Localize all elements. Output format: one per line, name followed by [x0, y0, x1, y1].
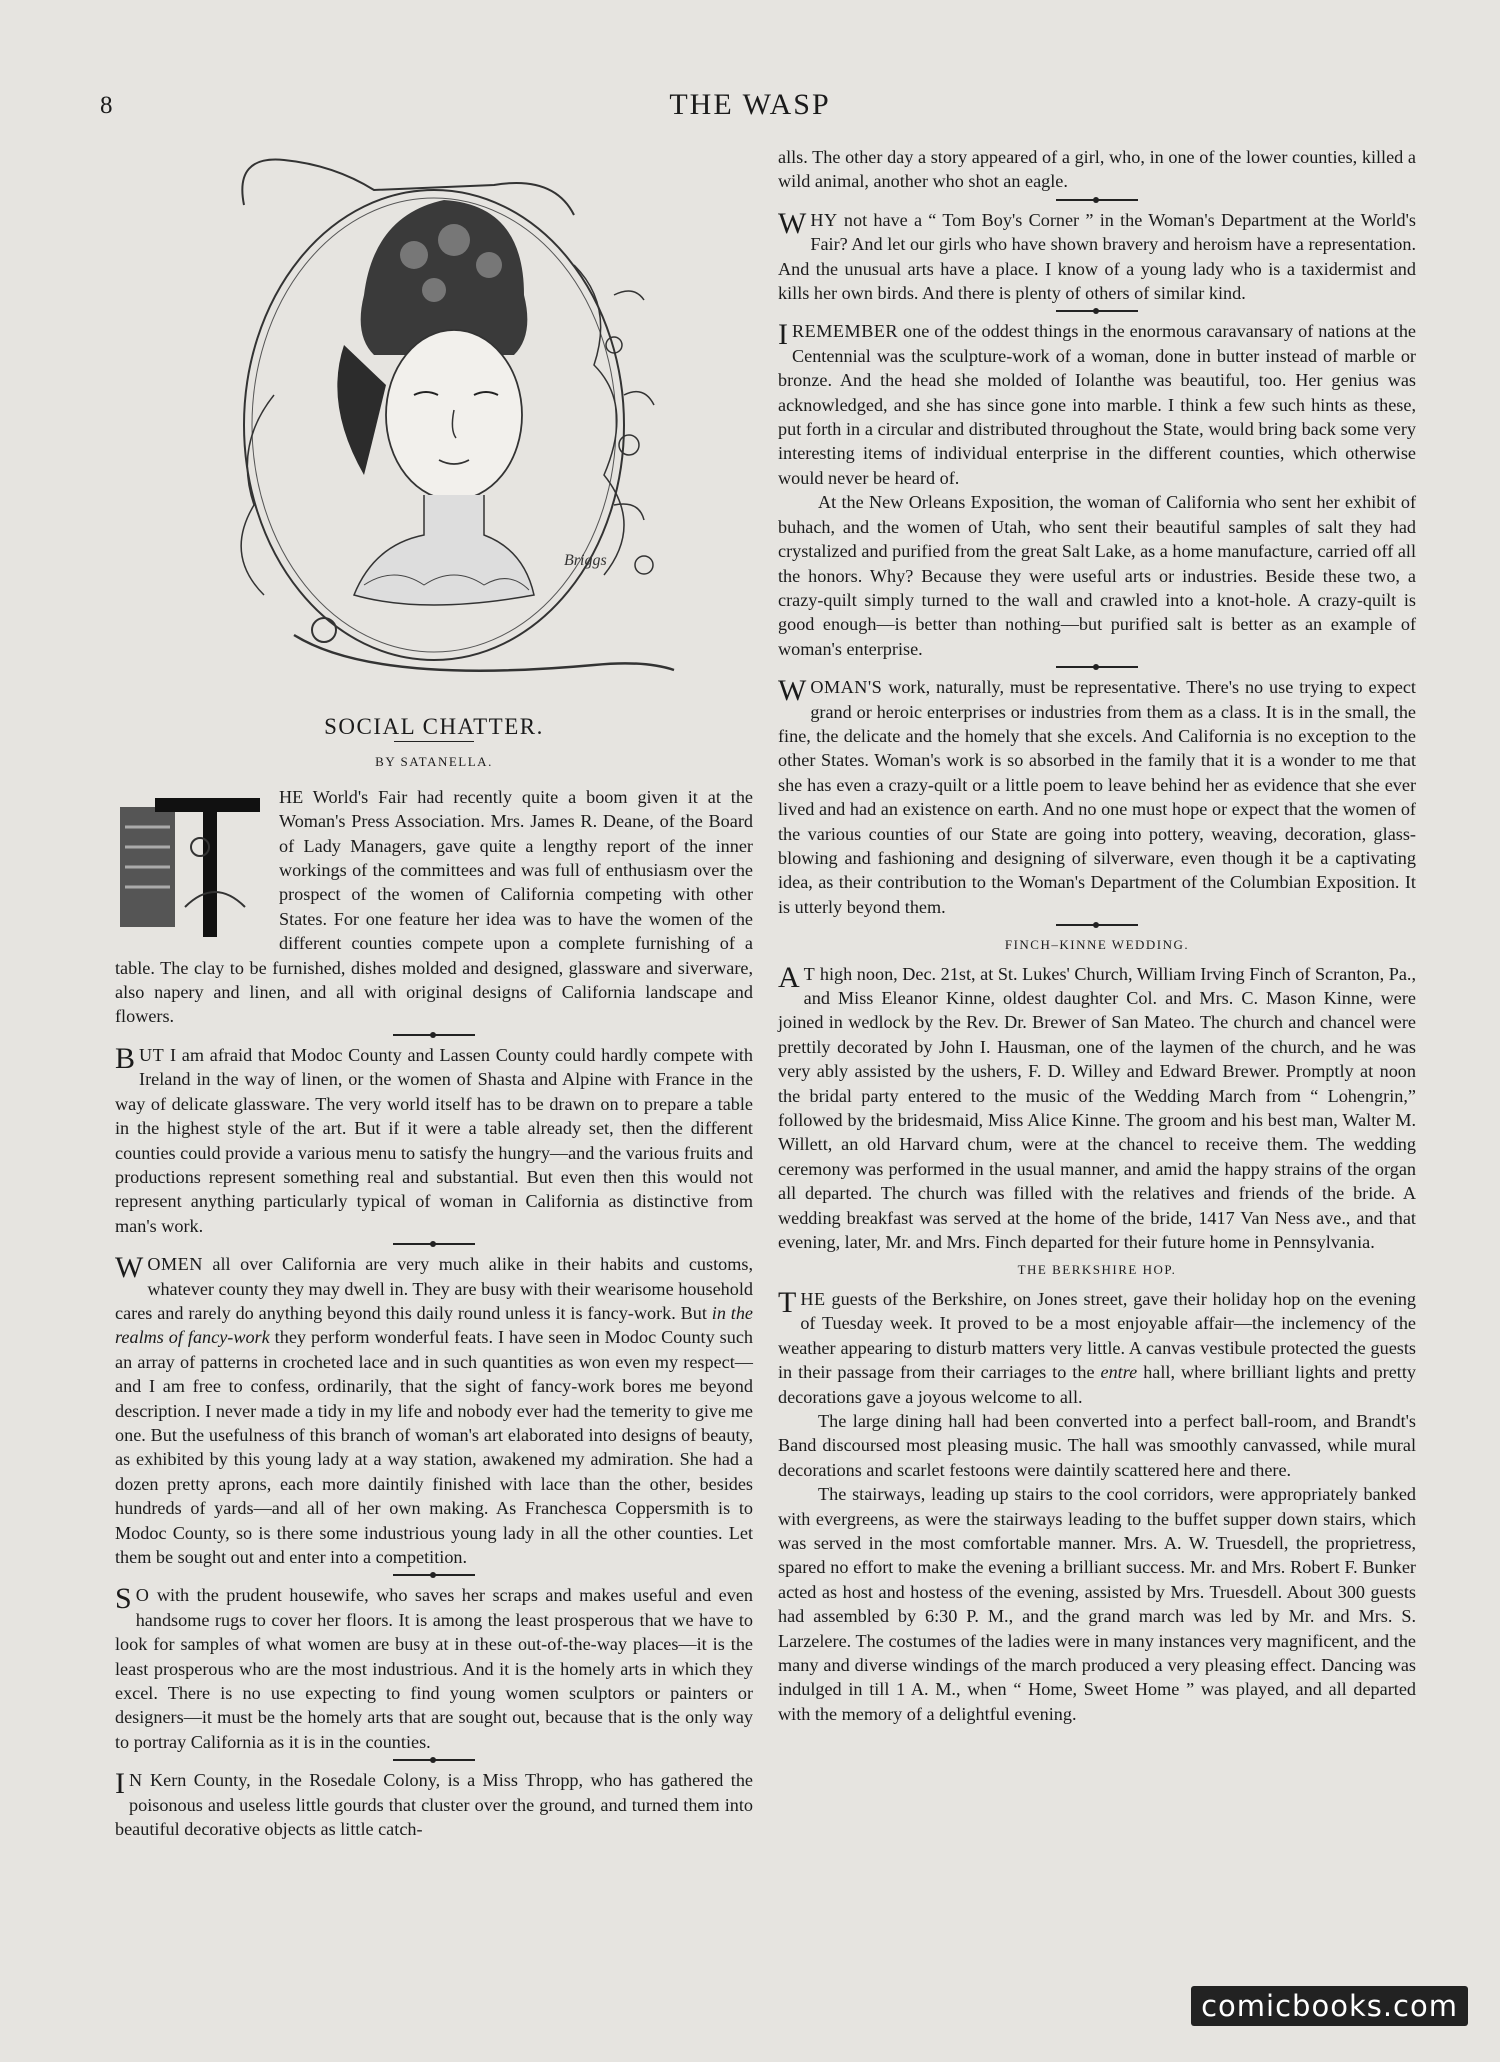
lead-word: HE	[800, 1288, 826, 1309]
initial-cap: B	[115, 1041, 136, 1075]
article-title: SOCIAL CHATTER.	[324, 714, 544, 739]
paragraph-text: all over California are very much alike in their habits and customs, whatever county they may dwell in. They are busy with their wearisome household cares and rarely do anything beyond this daily round unless it is fancy-work. But	[115, 1254, 754, 1323]
section-heading-hop: THE BERKSHIRE HOP.	[1017, 1262, 1177, 1278]
paragraph: The stairways, leading up stairs to the cool corridors, were appropriately banked with evergreens, as were the stairways leading to the buffet supper down stairs, which was served in the most comfortable manner. Mrs. A. W. Truesdell, the proprietress, spared no effort to make the evening a brilliant success. Mr. and Mrs. Robert F. Bunker acted as host and hostess of the evening, assisted by Mrs. Truesdell. About 300 guests had assembled by 6:30 P. M., and the grand march was led by Mr. and Mrs. S. Larzelere. The costumes of the ladies were in many instances very magnificent, and the many and diverse windings of the march produced a very pleasing effect. Dancing was indulged in till 1 A. M., when “ Home, Sweet Home ” was played, and all departed with the memory of a delightful evening.	[778, 1484, 1416, 1724]
lead-word: OMAN'S	[810, 677, 883, 698]
initial-cap: W	[778, 206, 807, 240]
initial-cap: W	[778, 674, 807, 708]
paragraph-text: they perform wonderful feats. I have seen in Modoc County such an array of patterns in crocheted lace and in such quantities as won even my respect—and I am free to confess, ordinarily, that the sight of fancy-work bores me beyond description. I never made a tidy in my life and nobody ever had the temerity to give me one. But the usefulness of this branch of woman's art elaborated into designs of beauty, as exhibited by this young lady at a way station, awakened my admiration. She had a dozen pretty aprons, each more daintily finished with lace than the other, besides hundreds of yards—and all of her own making. As Franchesca Coppersmith is to Modoc County, so is there some industrious young lady in all the other counties. Let them be sought out and enter into a competition.	[115, 1327, 753, 1567]
divider	[1056, 666, 1138, 668]
left-column	[115, 145, 753, 1841]
paragraph-text: work, naturally, must be representative. There's no use trying to expect grand or heroic enterprises or industries from them as a class. It is in the small, the fine, the delicate and the homely that she excels. And California is no exception to the other States. Woman's work is so absorbed in the family that it is a wonder to me that she has even a crazy-quilt or a little poem to leave behind her as evidence that she ever lived and had an existence on earth. And no one must hope or expect that the women of the various counties of our State are going into pottery, weaving, decoration, glass-blowing and fashioning and designing of silverware, even though it be a captivating idea, as their contribution to the Woman's Department of the Columbian Exposition. It is utterly beyond them.	[778, 677, 1416, 917]
portrait-illustration	[174, 145, 694, 705]
artist-signature: Briggs	[564, 552, 607, 569]
paragraph-text: with the prudent housewife, who saves her scraps and makes useful and even handsome rugs to cover her floors. It is among the least prosperous that we have to look for samples of what women are busy at in these out-of-the-way places—it is the least prosperous who are the most industrious. And it is the homely arts in which they excel. There is no use expecting to find young women sculptors or painters or designers—it must be the homely arts that are sought out, because that is the only way to portray California as it is in the counties.	[115, 1585, 754, 1752]
paragraph-text: hall, where brilliant lights and pretty decorations gave a joyous welcome to all.	[778, 1362, 1417, 1407]
masthead-title: THE WASP	[669, 88, 831, 121]
paragraph	[778, 319, 1416, 490]
ornamental-letter-t-icon	[115, 787, 265, 937]
divider	[393, 1759, 475, 1761]
initial-cap: W	[115, 1251, 144, 1285]
lead-word: T	[803, 963, 816, 984]
lead-word: N	[129, 1770, 143, 1791]
divider	[1056, 310, 1138, 312]
paragraph-text: guests of the Berkshire, on Jones street, gave their holiday hop on the evening of Tuesday week. It proved to be a most enjoyable affair—the inclemency of the weather appearing to disturb matters very little. A canvas vestibule protected the guests in their passage from their carriages to the	[778, 1288, 1417, 1383]
divider	[393, 1243, 475, 1245]
paragraph	[115, 1043, 753, 1238]
paragraph: The large dining hall had been converted into a perfect ball-room, and Brandt's Band discoursed most pleasing music. The hall was smoothly canvassed, while mural decorations and scarlet festoons were daintily scattered here and there.	[778, 1410, 1416, 1480]
paragraph	[778, 208, 1416, 306]
paragraph-text: Kern County, in the Rosedale Colony, is a Miss Thropp, who has gathered the poisonous and useless little gourds that cluster over the ground, and turned them into beautiful decorative objects as little catch-	[115, 1770, 753, 1840]
initial-cap: T	[778, 1285, 797, 1319]
lead-word: OMEN	[147, 1254, 203, 1275]
paragraph: alls. The other day a story appeared of a girl, who, in one of the lower counties, killed a wild animal, another who shot an eagle.	[778, 147, 1416, 192]
initial-cap: S	[115, 1582, 132, 1616]
paragraph	[778, 1287, 1416, 1409]
lead-word: UT	[139, 1044, 165, 1065]
divider	[393, 1574, 475, 1576]
right-column	[778, 145, 1416, 1726]
paragraph: At the New Orleans Exposition, the woman of California who sent her exhibit of buhach, and the women of Utah, who sent their beautiful samples of salt they had crystalized and purified from the great Salt Lake, as a home manufacture, carried off all the honors. Why? Because they were useful arts or industries. Beside these two, a crazy-quilt simply turned to the wall and crawled into a knot-hole. A crazy-quilt is good enough—is better than nothing—but purified salt is better as an example of woman's enterprise.	[778, 492, 1416, 659]
byline: BY SATANELLA.	[375, 754, 493, 770]
paragraph-text: one of the oddest things in the enormous caravansary of nations at the Centennial was the sculpture-work of a woman, done in butter instead of marble or bronze. And the head she molded of Iolanthe was beautiful, too. Her genius was acknowledged, and she has since gone into marble. I think a few such hints as these, put forth in a circular and distributed throughout the State, would bring back some very interesting items of individual enterprise in the different counties, which otherwise would never be heard of.	[778, 321, 1416, 488]
divider	[393, 1034, 475, 1036]
lead-word: O	[135, 1585, 150, 1606]
paragraph	[115, 1583, 753, 1754]
paragraph-text: I am afraid that Modoc County and Lassen County could hardly compete with Ireland in the way of linen, or the women of Shasta and Alpine with France in the way of delicate glassware. The very world itself has to be drawn on to prepare a table in the highest style of the art. But if it were a table already set, then the different counties could provide a various menu to satisfy the hungry—and the various fruits and productions represent something real and substantial. But even then this would not represent anything particularly typical of woman in California as distinctive from man's work.	[115, 1044, 754, 1236]
paragraph	[778, 962, 1416, 1255]
paragraph-text: high noon, Dec. 21st, at St. Lukes' Church, William Irving Finch of Scranton, Pa., and Miss Eleanor Kinne, oldest daughter Col. and Mrs. C. Mason Kinne, were joined in wedlock by the Rev. Dr. Brewer of San Mateo. The church and chancel were prettily decorated by John I. Hausman, one of the laymen of the church, and he was very ably assisted by the ushers, F. D. Willey and Edward Brewer. Promptly at noon the bridal party entered to the music of the Wedding March from “ Lohengrin,” followed by the bridesmaid, Miss Alice Kinne. The groom and his best man, Walter M. Willett, an old Harvard chum, were at the chancel to receive them. The wedding ceremony was performed in the usual manner, and amid the happy strains of the organ all departed. The church was filled with the relatives and friends of the bride. A wedding breakfast was served at the home of the bride, 1417 Van Ness ave., and that evening, later, Mr. and Mrs. Finch departed for their future home in Pennsylvania.	[778, 963, 1416, 1253]
page-number: 8	[100, 92, 113, 119]
paragraph-text: not have a “ Tom Boy's Corner ” in the Woman's Department at the World's Fair? And let our girls who have shown bravery and heroism have a representation. And the unusual arts have a place. I know of a young lady who is a taxidermist and kills her own birds. And there is plenty of others of similar kind.	[778, 209, 1417, 304]
paragraph	[115, 785, 753, 1029]
emphasis-text: entre	[1100, 1362, 1138, 1383]
paragraph	[115, 1768, 753, 1841]
emphasis-text: in the realms of fancy-work	[115, 1302, 754, 1348]
watermark: comicbooks.com	[1191, 1986, 1468, 2026]
title-rule	[394, 741, 474, 742]
initial-cap: A	[778, 960, 800, 994]
paragraph	[778, 675, 1416, 919]
initial-cap: I	[115, 1767, 125, 1801]
paragraph	[115, 1252, 753, 1569]
section-heading-wedding: FINCH–KINNE WEDDING.	[1004, 937, 1190, 953]
lead-word: REMEMBER	[792, 321, 899, 342]
lead-word: HY	[810, 209, 838, 230]
divider	[1056, 199, 1138, 201]
paragraph-text: HE World's Fair had recently quite a boom given it at the Woman's Press Association. Mrs. James R. Deane, of the Board of Lady Managers, gave quite a lengthy report of the inner workings of the committees and was full of enthusiasm over the prospect of the women of California competing with other States. For one feature her idea was to have the women of the different counties compete upon a complete furnishing of a table. The clay to be furnished, dishes molded and designed, glassware and siverware, also napery and linen, and all with original designs of California landscape and flowers.	[115, 786, 753, 1027]
divider	[1056, 924, 1138, 926]
initial-cap: I	[778, 318, 788, 352]
